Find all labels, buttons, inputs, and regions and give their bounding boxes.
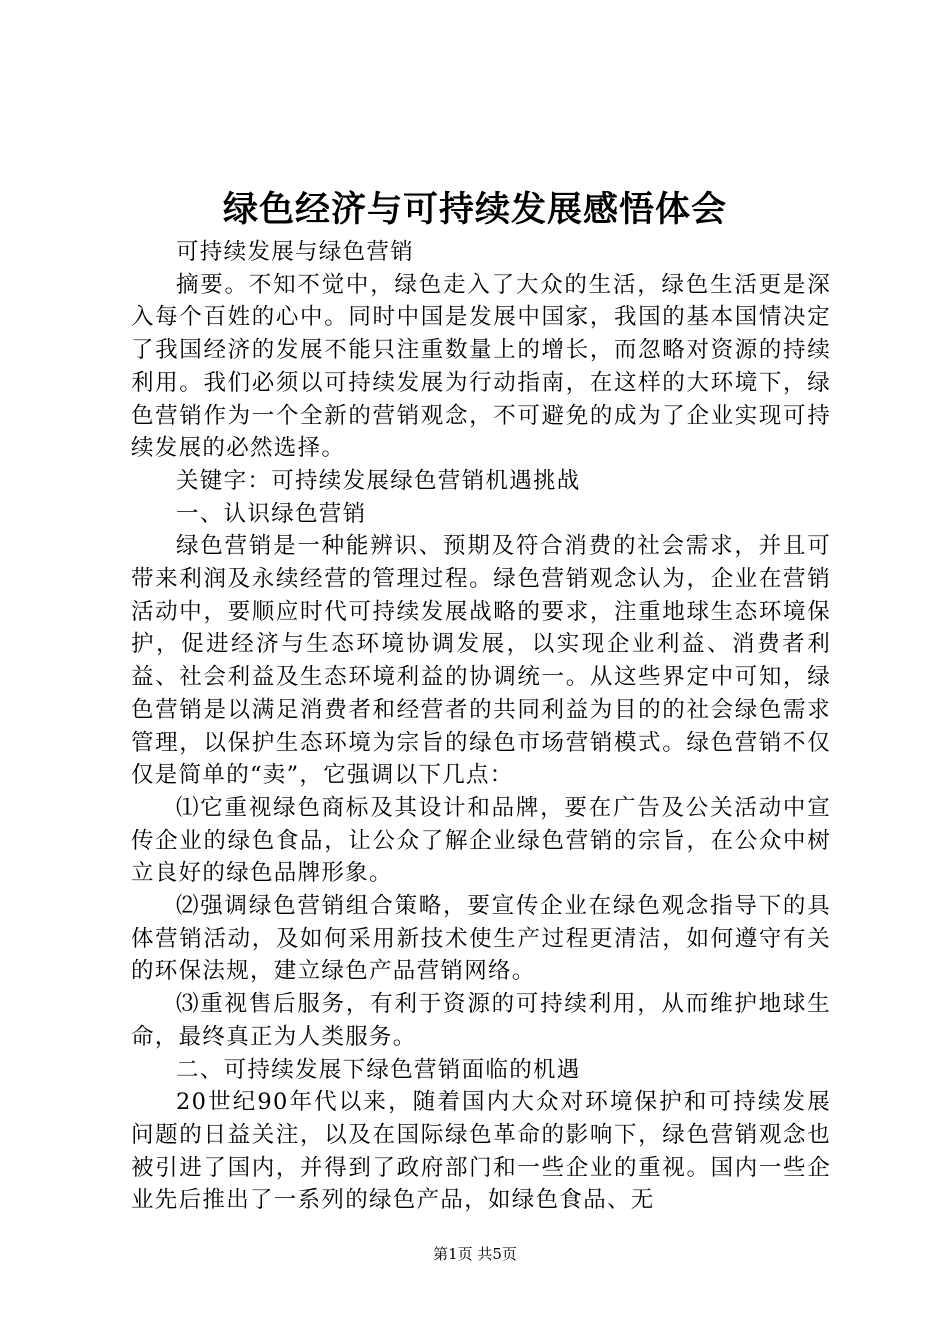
abstract-paragraph: 摘要。不知不觉中，绿色走入了大众的生活，绿色生活更是深入每个百姓的心中。同时中国是发展中国家，我国的基本国情决定了我国经济的发展不能只注重数量上的增长，而忽略对资源的持续利用。我们必须以可持续发展为行动指南，在这样的大环境下，绿色营销作为一个全新的营销观念，不可避免的成为了企业实现可持续发展的必然选择。	[131, 271, 831, 462]
document-title: 绿色经济与可持续发展感悟体会	[222, 189, 727, 230]
section-heading-1: 一、认识绿色营销	[176, 500, 367, 527]
list-item-1: ⑴它重视绿色商标及其设计和品牌，要在广告及公关活动中宣传企业的绿色食品，让公众了解企业绿色营销的宗旨，在公众中树立良好的绿色品牌形象。	[131, 794, 831, 887]
document-body	[131, 236, 831, 1217]
list-item-2: ⑵强调绿色营销组合策略，要宣传企业在绿色观念指导下的具体营销活动，及如何采用新技术使生产过程更清洁，如何遵守有关的环保法规，建立绿色产品营销网络。	[131, 893, 831, 985]
body-paragraph: 绿色营销是一种能辨识、预期及符合消费的社会需求，并且可带来利润及永续经营的管理过程。绿色营销观念认为，企业在营销活动中，要顺应时代可持续发展战略的要求，注重地球生态环境保护，促进经济与生态环境协调发展，以实现企业利益、消费者利益、社会利益及生态环境利益的协调统一。从这些界定中可知，绿色营销是以满足消费者和经营者的共同利益为目的的社会绿色需求管理，以保护生态环境为宗旨的绿色市场营销模式。绿色营销不仅仅是简单的“卖”，它强调以下几点：	[131, 533, 831, 789]
keywords-paragraph: 关键字：可持续发展绿色营销机遇挑战	[176, 467, 581, 494]
body-paragraph: 20世纪90年代以来，随着国内大众对环境保护和可持续发展问题的日益关注，以及在国际绿色革命的影响下，绿色营销观念也被引进了国内，并得到了政府部门和一些企业的重视。国内一些企业先后推出了一系列的绿色产品，如绿色食品、无	[131, 1089, 831, 1214]
list-item-3: ⑶重视售后服务，有利于资源的可持续利用，从而维护地球生命，最终真正为人类服务。	[131, 991, 831, 1050]
page-footer: 第1页 共5页	[433, 1245, 517, 1263]
subtitle-paragraph: 可持续发展与绿色营销	[176, 239, 415, 265]
section-heading-2: 二、可持续发展下绿色营销面临的机遇	[176, 1056, 581, 1083]
